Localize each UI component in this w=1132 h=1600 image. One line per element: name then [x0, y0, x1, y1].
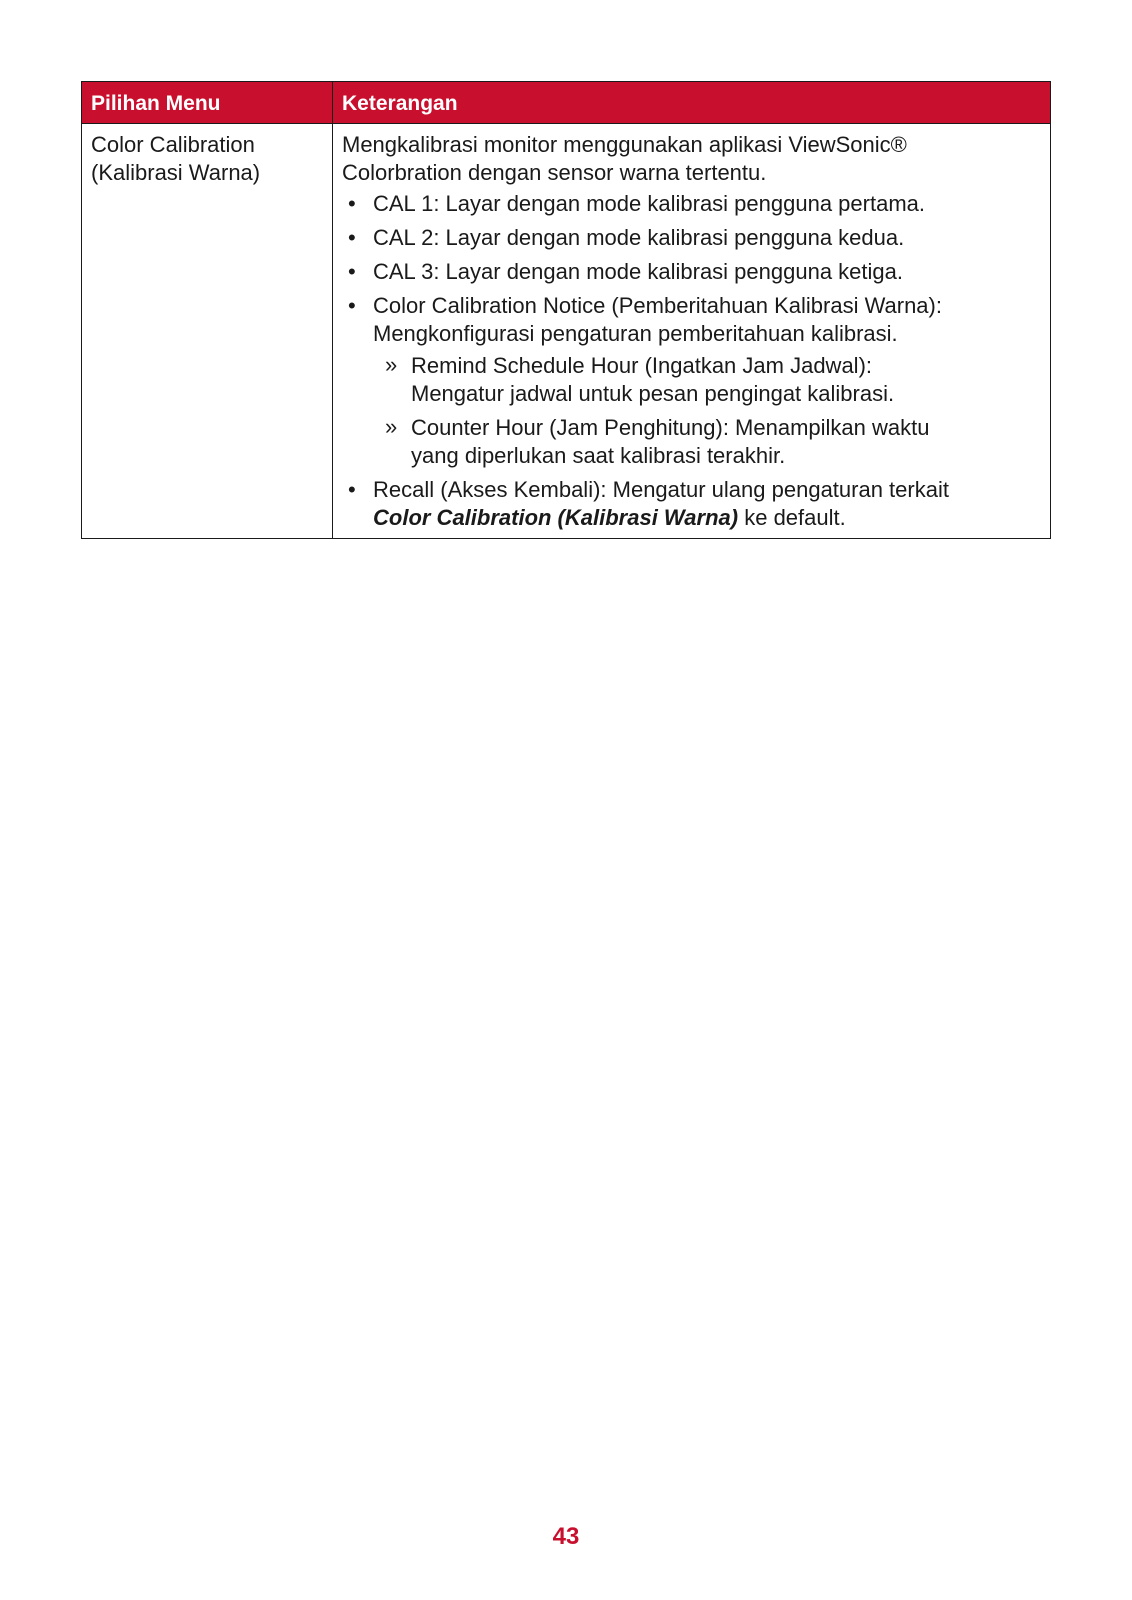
bullet-item-cal3	[342, 258, 1041, 286]
suffix-text: ke default.	[738, 505, 846, 530]
menu-option-cell	[82, 124, 333, 539]
bullet-list	[342, 190, 1041, 532]
header-description: Keterangan	[333, 82, 1051, 124]
sub-item-line: yang diperlukan saat kalibrasi terakhir.	[411, 443, 786, 468]
menu-option-line: Color Calibration	[91, 132, 255, 157]
bullet-item-cal1	[342, 190, 1041, 218]
intro-line: Mengkalibrasi monitor menggunakan aplikasi ViewSonic®	[342, 132, 907, 157]
sub-item-line: Counter Hour (Jam Penghitung): Menampilkan waktu	[411, 415, 930, 440]
description-cell	[333, 124, 1051, 539]
sub-item-line: Remind Schedule Hour (Ingatkan Jam Jadwal):	[411, 353, 873, 378]
bullet-item-calibration-notice	[342, 292, 1041, 470]
bullet-icon: •	[348, 225, 356, 250]
sub-item-counter-hour	[373, 414, 1041, 470]
bullet-line: Color Calibration Notice (Pemberitahuan Kalibrasi Warna):	[373, 293, 942, 318]
bullet-icon: •	[348, 191, 356, 216]
double-chevron-icon: »	[385, 414, 398, 439]
bullet-line: CAL 2: Layar dengan mode kalibrasi pengguna kedua.	[373, 225, 905, 250]
sub-bullet-list	[373, 352, 1041, 470]
emphasis-text: Color Calibration (Kalibrasi Warna)	[373, 505, 739, 530]
menu-option-line: (Kalibrasi Warna)	[91, 160, 261, 185]
bullet-icon: •	[348, 477, 356, 502]
bullet-line: Recall (Akses Kembali): Mengatur ulang pengaturan terkait	[373, 477, 949, 502]
bullet-line: Mengkonfigurasi pengaturan pemberitahuan kalibrasi.	[373, 321, 898, 346]
table-header-row	[82, 82, 1051, 124]
page-number: 43	[552, 1523, 580, 1550]
bullet-item-cal2	[342, 224, 1041, 252]
table-row	[82, 124, 1051, 539]
bullet-line: CAL 1: Layar dengan mode kalibrasi pengguna pertama.	[373, 191, 925, 216]
bullet-line-emphasis	[373, 504, 1041, 532]
bullet-icon: •	[348, 259, 356, 284]
menu-table	[81, 81, 1051, 539]
double-chevron-icon: »	[385, 352, 398, 377]
bullet-icon: •	[348, 293, 356, 318]
sub-item-remind-schedule-hour	[373, 352, 1041, 408]
header-menu-option: Pilihan Menu	[82, 82, 333, 124]
bullet-line: CAL 3: Layar dengan mode kalibrasi pengguna ketiga.	[373, 259, 903, 284]
intro-line: Colorbration dengan sensor warna tertentu.	[342, 160, 767, 185]
sub-item-line: Mengatur jadwal untuk pesan pengingat kalibrasi.	[411, 381, 895, 406]
bullet-item-recall	[342, 476, 1041, 532]
